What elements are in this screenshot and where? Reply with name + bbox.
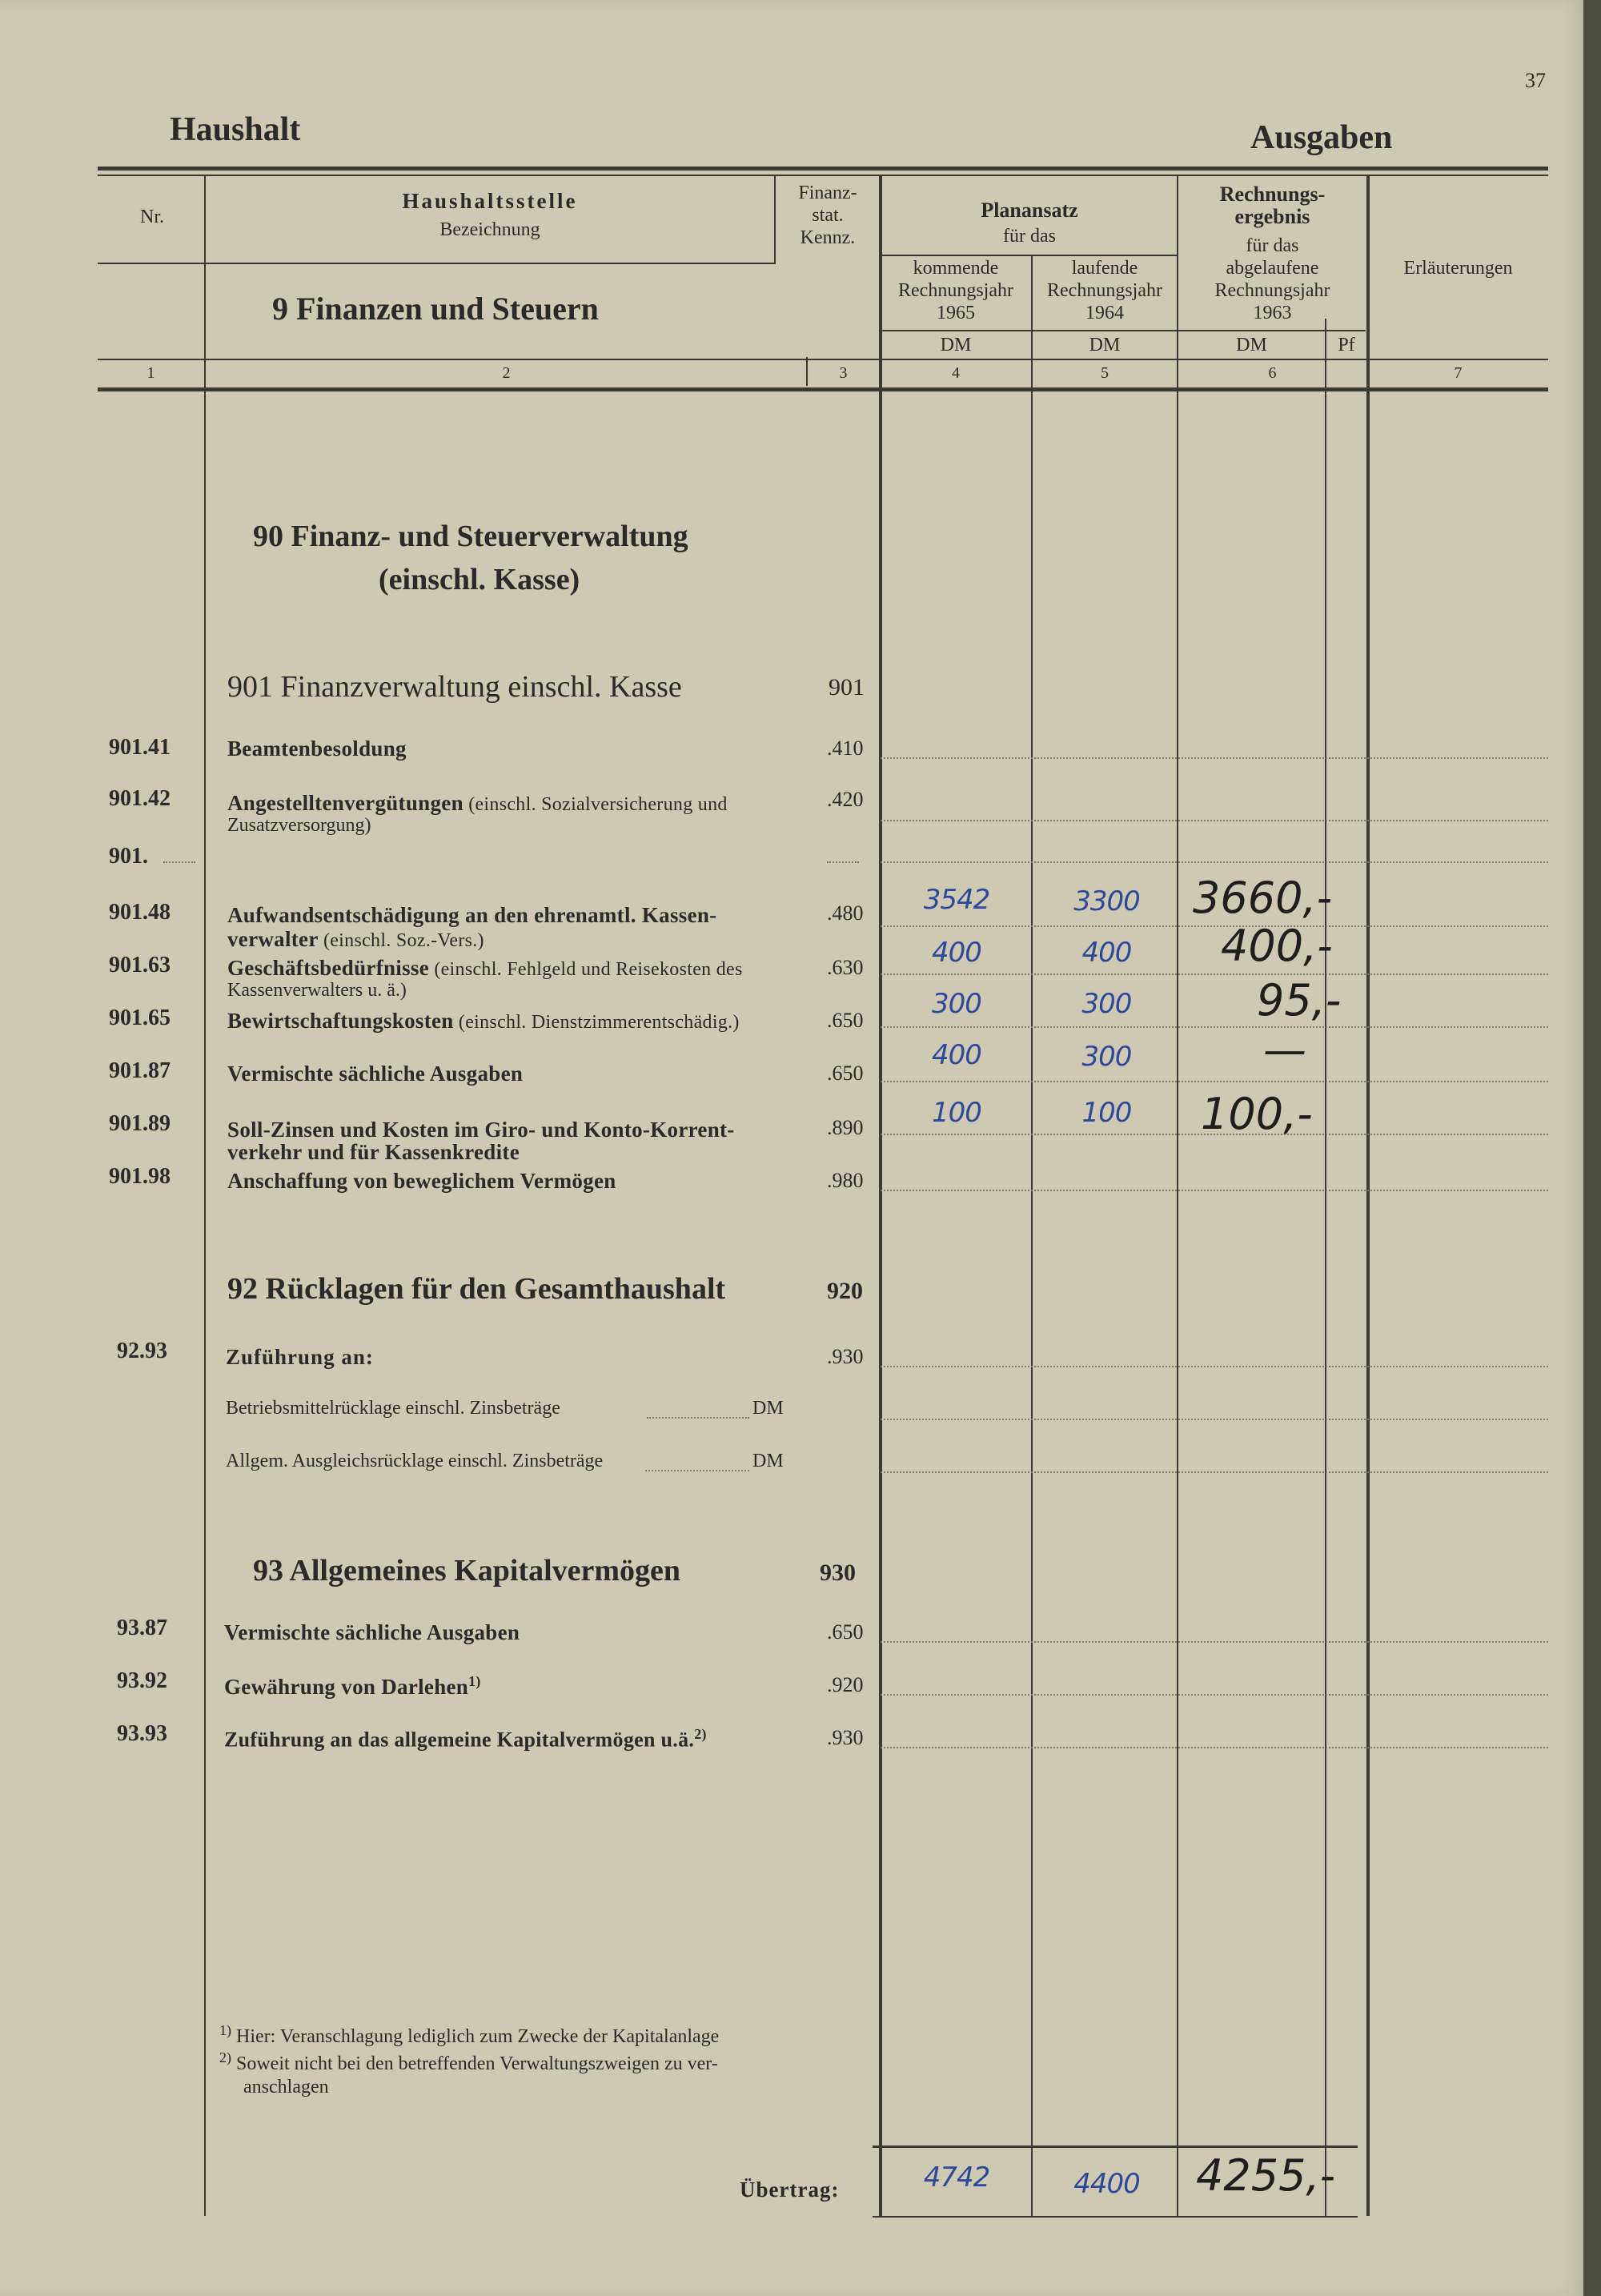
top-rule (98, 167, 1548, 171)
row-dotline (645, 1470, 749, 1471)
uebertrag-1965: 4742 (923, 2162, 990, 2194)
row-dotline (647, 1417, 749, 1419)
row-dotline (881, 861, 1548, 863)
value-1965: 3542 (923, 884, 990, 916)
row-nr: 901.98 (109, 1164, 171, 1189)
row-nr: 901.41 (109, 735, 171, 760)
col-num-4: 4 (952, 364, 960, 382)
value-1965: 400 (932, 937, 981, 969)
col-abgelaufene-2: Rechnungsjahr (1214, 280, 1330, 301)
row-sub: Betriebsmittelrücklage einschl. Zinsbeträge (226, 1398, 560, 1419)
row-kennz: .980 (827, 1169, 864, 1192)
row-dotline (881, 925, 1548, 927)
col-line-nr (204, 175, 206, 2216)
row-desc-note: (einschl. Soz.-Vers.) (318, 930, 484, 951)
row-kennz: .650 (827, 1009, 864, 1032)
row-kennz: .930 (827, 1345, 864, 1368)
value-1963: 3660,- (1193, 873, 1333, 923)
value-1965: 300 (932, 988, 981, 1020)
row-desc-note: (einschl. Fehlgeld und Reisekosten des (429, 959, 743, 980)
row-nr: 901.87 (109, 1058, 171, 1083)
row-desc: Gewährung von Darlehen (224, 1675, 469, 1699)
col-line-pf (1325, 319, 1326, 2216)
col-line-plan-left (879, 175, 882, 2216)
row-nr: 93.92 (117, 1668, 167, 1693)
col-num-2: 2 (502, 364, 511, 382)
col-laufende-1: laufende (1071, 258, 1138, 279)
col-num-6: 6 (1268, 364, 1277, 382)
row-dotline (881, 1081, 1548, 1082)
col-num-5: 5 (1101, 364, 1109, 382)
row-kennz: .930 (827, 1726, 864, 1749)
row-desc: Aufwandsentschädigung an den ehrenamtl. Kassen- (227, 903, 717, 927)
col-erlaeuterungen: Erläuterungen (1403, 258, 1513, 279)
row-desc: Beamtenbesoldung (227, 737, 407, 761)
value-1964: 3300 (1073, 885, 1140, 917)
row-nr: 901.48 (109, 900, 171, 925)
section-901-kennz: 901 (829, 674, 865, 700)
section-93-title: 93 Allgemeines Kapitalvermögen (253, 1554, 681, 1588)
row-nr: 901.42 (109, 786, 171, 811)
col-rechnungs-1: Rechnungs- (1219, 183, 1326, 206)
row-dotline (881, 1134, 1548, 1135)
value-1963: 95,- (1257, 975, 1342, 1026)
col-laufende-3: 1964 (1085, 303, 1124, 323)
header-right: Ausgaben (1250, 119, 1393, 156)
footnote-text: Hier: Veranschlagung lediglich zum Zwecke der Kapitalanlage (236, 2026, 720, 2047)
col-kommende-3: 1965 (937, 303, 975, 323)
col-dm-1965: DM (940, 335, 972, 355)
row-dotline (881, 1366, 1548, 1367)
col-finanz-3: Kennz. (800, 227, 856, 248)
footnote-ref: 1) (468, 1673, 481, 1689)
row-desc: Vermischte sächliche Ausgaben (227, 1062, 524, 1086)
uebertrag-label: Übertrag: (740, 2178, 840, 2202)
row-dotline (881, 1641, 1548, 1643)
col-nr-label: Nr. (140, 207, 164, 227)
row-desc: Anschaffung von beweglichem Vermögen (227, 1169, 616, 1193)
row-desc-note: (einschl. Dienstzimmerentschädig.) (453, 1012, 740, 1033)
col-num-7: 7 (1454, 364, 1463, 382)
section-93-kennz: 930 (820, 1559, 856, 1586)
value-1965: 400 (932, 1039, 981, 1071)
row-desc: Zuführung an: (226, 1345, 374, 1369)
value-1964: 300 (1081, 988, 1132, 1020)
numbers-rule-bottom (98, 387, 1548, 391)
value-1964: 400 (1081, 937, 1132, 969)
value-1964: 300 (1081, 1041, 1132, 1073)
row-kennz: .650 (827, 1062, 864, 1085)
row-kennz: .410 (827, 737, 864, 760)
row-dotline (881, 1190, 1548, 1191)
row-dotline (881, 1747, 1548, 1748)
col-laufende-2: Rechnungsjahr (1047, 280, 1162, 301)
col-dm-1964: DM (1089, 335, 1121, 355)
value-1963: 400,- (1221, 921, 1333, 971)
row-desc: Bewirtschaftungskosten (227, 1009, 454, 1033)
col-line-1963 (1366, 175, 1370, 2216)
uebertrag-top-rule (873, 2145, 1358, 2148)
row-desc-2: verkehr und für Kassenkredite (227, 1140, 520, 1164)
chapter-title: 9 Finanzen und Steuern (272, 291, 599, 327)
col-kommende-1: kommende (913, 258, 999, 279)
row-sub: Allgem. Ausgleichsrücklage einschl. Zinsbeträge (226, 1451, 604, 1471)
row-unit: DM (752, 1398, 784, 1419)
col-haushaltsstelle-label: Haushaltsstelle (402, 189, 578, 213)
top-rule-2 (98, 175, 1548, 176)
row-nr: 901. (109, 844, 148, 869)
value-1963: — (1263, 1025, 1306, 1075)
col-num-1: 1 (146, 364, 155, 382)
row-desc-note-2: Kassenverwalters u. ä.) (227, 980, 407, 1001)
row-nr: 901.89 (109, 1111, 171, 1136)
col-abgelaufene-3: 1963 (1253, 303, 1292, 323)
section-90-line1: 90 Finanz- und Steuerverwaltung (253, 520, 688, 553)
page-number: 37 (1525, 69, 1546, 92)
row-dotline (881, 820, 1548, 821)
row-desc: Zuführung an das allgemeine Kapitalvermögen u.ä. (224, 1728, 695, 1752)
section-92-kennz: 920 (827, 1278, 863, 1304)
numbers-rule (98, 359, 1548, 360)
dm-rule (881, 330, 1366, 331)
plan-rule (881, 255, 1178, 256)
row-desc-note-2: Zusatzversorgung) (227, 815, 371, 836)
row-nr: 92.93 (117, 1339, 167, 1363)
col-finanz-1: Finanz- (798, 183, 857, 203)
row-desc: Vermischte sächliche Ausgaben (224, 1620, 520, 1644)
row-dotline (881, 1026, 1548, 1028)
col-line-1965 (1031, 256, 1033, 2216)
col-bezeichnung-label: Bezeichnung (439, 219, 540, 240)
row-kennz: .650 (827, 1620, 864, 1644)
col-line-1964 (1177, 175, 1178, 2216)
col-rechnungs-3: für das (1246, 235, 1299, 256)
col-line-finanz-top (774, 175, 776, 264)
row-dotline (881, 1694, 1548, 1696)
row-dotline (881, 973, 1548, 975)
footnote-mark: 2) (219, 2049, 231, 2065)
row-nr: 901.65 (109, 1006, 171, 1030)
row-desc-note: (einschl. Sozialversicherung und (463, 794, 728, 815)
row-unit: DM (752, 1451, 784, 1471)
col-dm-1963: DM (1236, 335, 1267, 355)
section-92-title: 92 Rücklagen für den Gesamthaushalt (227, 1272, 726, 1306)
col-rechnungs-2: ergebnis (1234, 205, 1310, 228)
value-1965: 100 (932, 1097, 981, 1129)
col-pf-1963: Pf (1338, 335, 1355, 355)
row-desc: Geschäftsbedürfnisse (227, 956, 430, 980)
row-desc: Angestelltenvergütungen (227, 791, 463, 815)
uebertrag-1963: 4255,- (1196, 2150, 1336, 2201)
col-abgelaufene-1: abgelaufene (1226, 258, 1319, 279)
section-90-line2: (einschl. Kasse) (379, 563, 580, 596)
row-kennz: .630 (827, 956, 864, 979)
footnote-text-2: anschlagen (243, 2077, 329, 2097)
row-dotline (881, 757, 1548, 759)
value-1963: 100,- (1201, 1089, 1313, 1139)
row-nr: 93.87 (117, 1616, 167, 1640)
row-nr: 93.93 (117, 1721, 167, 1746)
row-kennz: .920 (827, 1673, 864, 1696)
footnote-ref: 2) (694, 1726, 707, 1742)
header-mid-rule (98, 263, 774, 264)
col-fuer-das: für das (1003, 226, 1056, 247)
row-kennz: .890 (827, 1116, 864, 1139)
row-dotline (881, 1419, 1548, 1420)
row-desc-2: verwalter (227, 927, 319, 951)
row-kennz: .480 (827, 901, 864, 925)
uebertrag-1964: 4400 (1073, 2168, 1140, 2200)
row-dotline (827, 861, 859, 863)
uebertrag-bottom-rule (873, 2216, 1358, 2218)
row-desc: Soll-Zinsen und Kosten im Giro- und Konto-Korrent- (227, 1118, 735, 1142)
col-kommende-2: Rechnungsjahr (898, 280, 1013, 301)
row-dotline (881, 1471, 1548, 1473)
section-901-title: 901 Finanzverwaltung einschl. Kasse (227, 670, 682, 704)
col-planansatz-label: Planansatz (981, 199, 1078, 222)
row-dotline (163, 861, 195, 863)
col-num-3: 3 (839, 364, 848, 382)
col-finanz-2: stat. (812, 205, 844, 226)
value-1964: 100 (1081, 1097, 1132, 1129)
row-nr: 901.63 (109, 953, 171, 977)
row-kennz: .420 (827, 788, 864, 811)
header-left: Haushalt (170, 111, 301, 148)
footnote-text: Soweit nicht bei den betreffenden Verwaltungszweigen zu ver- (236, 2053, 718, 2074)
footnote-mark: 1) (219, 2022, 231, 2038)
